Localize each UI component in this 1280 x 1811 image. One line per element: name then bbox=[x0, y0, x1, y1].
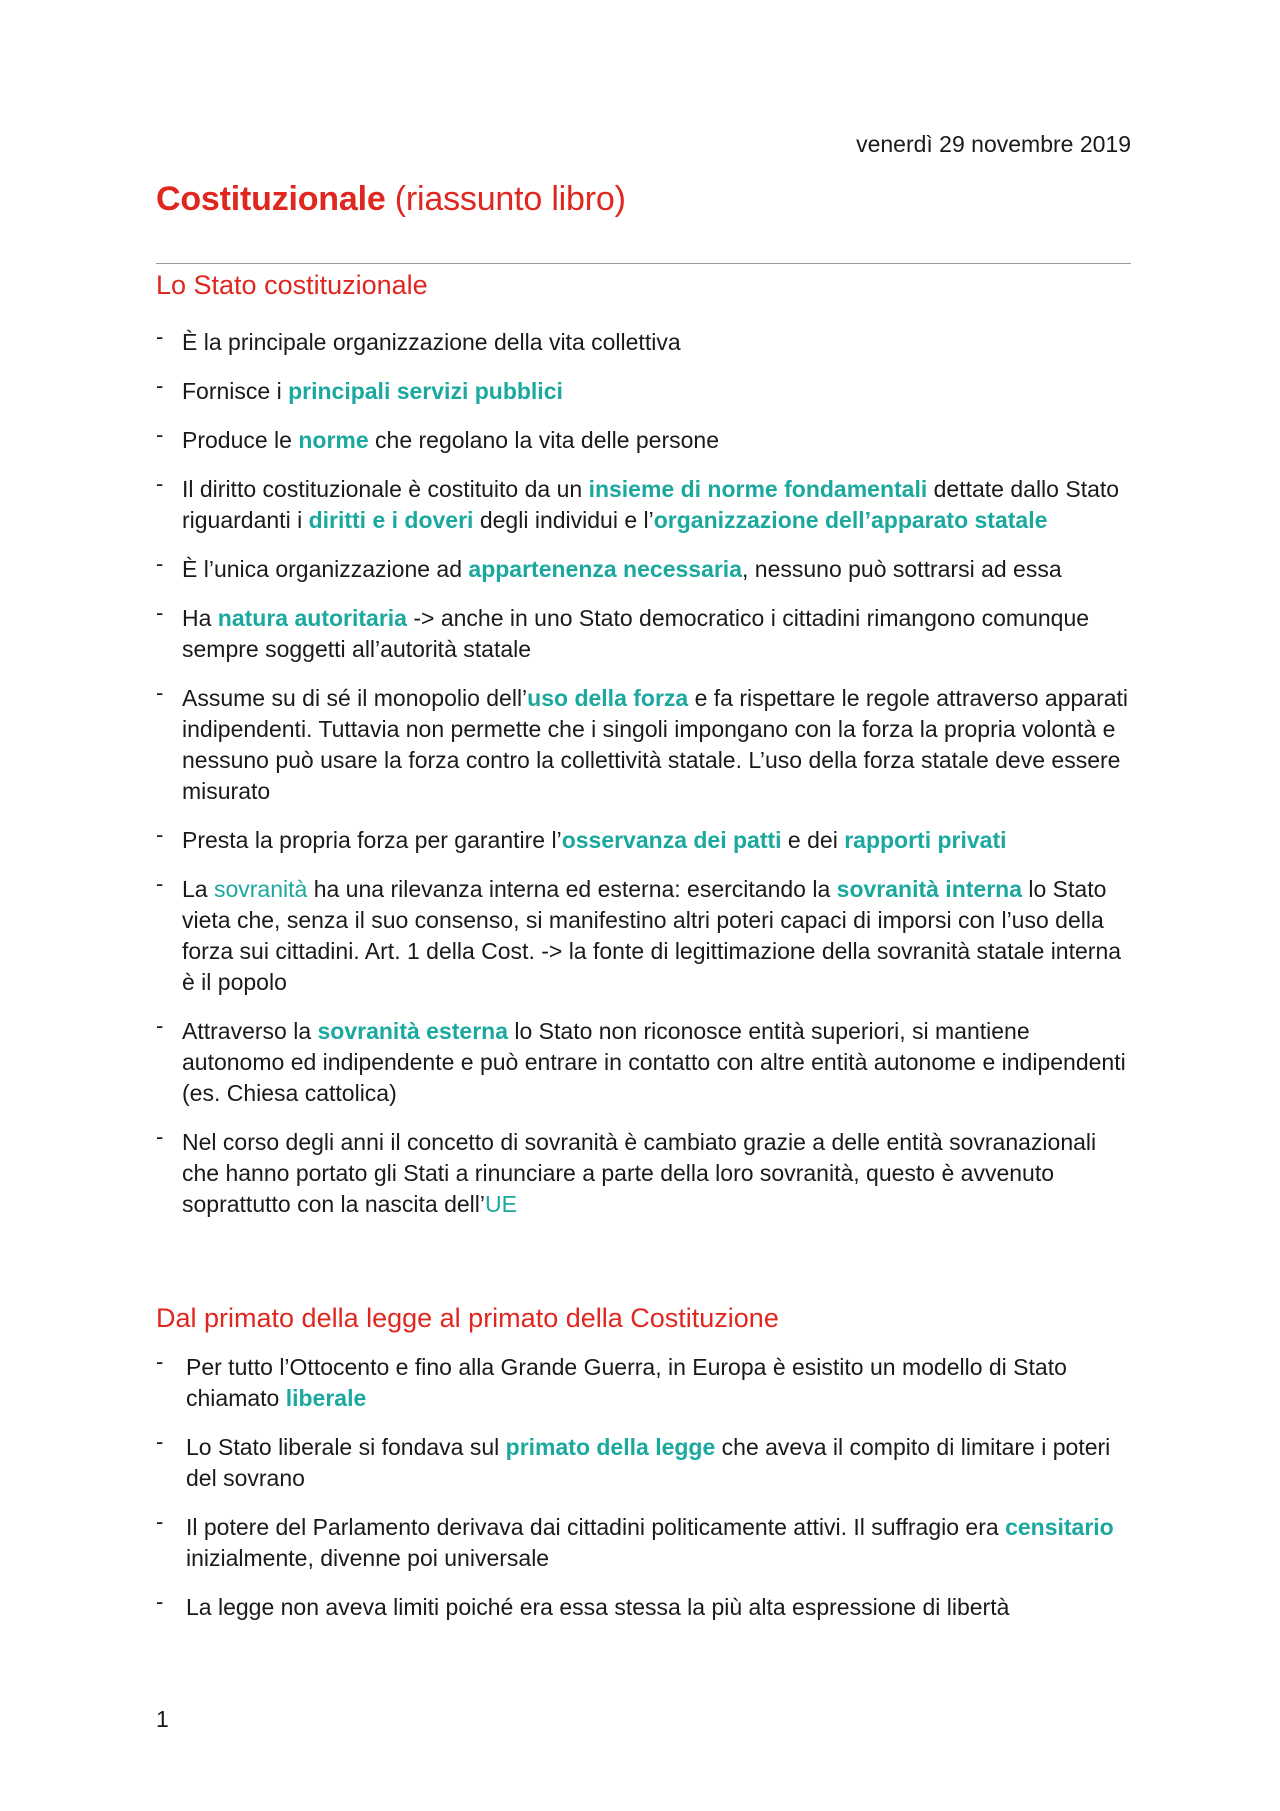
list-item bbox=[156, 1509, 1136, 1574]
bullet-text: Assume su di sé il monopolio dell’ bbox=[182, 685, 528, 711]
highlighted-term: sovranità esterna bbox=[317, 1018, 508, 1044]
list-item bbox=[156, 871, 1136, 998]
list-item bbox=[156, 422, 1136, 456]
bullet-text: che regolano la vita delle persone bbox=[368, 427, 720, 453]
highlighted-term: appartenenza necessaria bbox=[468, 556, 742, 582]
highlighted-term: sovranità interna bbox=[836, 876, 1022, 902]
highlighted-term: UE bbox=[485, 1191, 517, 1217]
title-rest: (riassunto libro) bbox=[385, 180, 626, 218]
list-item bbox=[156, 1429, 1136, 1494]
bullet-text: -> anche in uno Stato democratico i cittadini rimangono comunque sempre soggetti all’autorità statale bbox=[182, 605, 1090, 662]
list-item bbox=[156, 1589, 1136, 1623]
highlighted-term: principali servizi pubblici bbox=[288, 378, 563, 404]
highlighted-term: primato della legge bbox=[505, 1434, 716, 1460]
bullet-text: Fornisce i bbox=[182, 378, 289, 404]
bullet-dash: - bbox=[156, 373, 164, 398]
list-item bbox=[156, 1124, 1136, 1220]
bullet-text: dettate dallo Stato riguardanti i bbox=[182, 476, 1120, 533]
list-item bbox=[156, 471, 1136, 536]
title-strong: Costituzionale bbox=[156, 180, 386, 218]
bullet-text: La legge non aveva limiti poiché era essa stessa la più alta espressione di libertà bbox=[186, 1594, 1010, 1620]
bullet-text: È l’unica organizzazione ad bbox=[182, 556, 469, 582]
bullet-dash: - bbox=[156, 422, 164, 447]
bullet-dash: - bbox=[156, 600, 164, 625]
list-item bbox=[156, 1349, 1136, 1414]
bullet-text: e fa rispettare le regole attraverso apparati indipendenti. Tuttavia non permette che i singoli impongano con la forza la propria volontà e nessuno può usare la forza contro la collettività statale. L’uso della forza statale deve essere misurato bbox=[182, 685, 1129, 804]
highlighted-term: osservanza dei patti bbox=[561, 827, 782, 853]
list-item bbox=[156, 324, 1136, 358]
bullet-text: lo Stato non riconosce entità superiori, si mantiene autonomo ed indipendente e può entrare in contatto con altre entità autonome e indipendenti (es. Chiesa cattolica) bbox=[182, 1018, 1126, 1106]
list-item bbox=[156, 680, 1136, 807]
bullet-text: Il diritto costituzionale è costituito da un bbox=[182, 476, 589, 502]
bullet-text: ha una rilevanza interna ed esterna: esercitando la bbox=[307, 876, 837, 902]
bullet-dash: - bbox=[156, 551, 164, 576]
list-item bbox=[156, 373, 1136, 407]
bullet-text: Nel corso degli anni il concetto di sovranità è cambiato grazie a delle entità sovranazionali che hanno portato gli Stati a rinunciare a parte della loro sovranità, questo è avvenuto soprattutto con la nascita dell’ bbox=[182, 1129, 1097, 1217]
list-item bbox=[156, 822, 1136, 856]
bullet-dash: - bbox=[156, 680, 164, 705]
highlighted-term: norme bbox=[298, 427, 369, 453]
section-title-primato: Dal primato della legge al primato della Costituzione bbox=[156, 1303, 779, 1333]
section-title-stato-costituzionale: Lo Stato costituzionale bbox=[156, 270, 428, 300]
highlighted-term: diritti e i doveri bbox=[308, 507, 474, 533]
bullet-text: , nessuno può sottrarsi ad essa bbox=[742, 556, 1062, 582]
bullet-text: È la principale organizzazione della vita collettiva bbox=[182, 329, 681, 355]
bullet-dash: - bbox=[156, 1589, 164, 1614]
bullet-dash: - bbox=[156, 871, 164, 896]
list-item bbox=[156, 1013, 1136, 1109]
highlighted-term: natura autoritaria bbox=[217, 605, 407, 631]
title-divider bbox=[156, 263, 1131, 264]
highlighted-term: uso della forza bbox=[527, 685, 689, 711]
bullet-dash: - bbox=[156, 1429, 164, 1454]
page-number: 1 bbox=[156, 1706, 169, 1732]
bullet-dash: - bbox=[156, 822, 164, 847]
bullet-text: che aveva il compito di limitare i poteri del sovrano bbox=[186, 1434, 1111, 1491]
highlighted-term: organizzazione dell’apparato statale bbox=[653, 507, 1048, 533]
bullet-dash: - bbox=[156, 324, 164, 349]
bullet-text: Ha bbox=[182, 605, 218, 631]
bullet-text: Produce le bbox=[182, 427, 299, 453]
bullet-text: inizialmente, divenne poi universale bbox=[186, 1545, 550, 1571]
highlighted-term: censitario bbox=[1005, 1514, 1114, 1540]
bullet-dash: - bbox=[156, 1509, 164, 1534]
bullet-list-primato bbox=[156, 1349, 1136, 1641]
bullet-text: lo Stato vieta che, senza il suo consenso, si manifestino altri poteri capaci di imporsi con l’uso della forza sui cittadini. Art. 1 della Cost. -> la fonte di legittimazione della sovranità statale interna è il popolo bbox=[182, 876, 1122, 995]
bullet-text: Attraverso la bbox=[182, 1018, 318, 1044]
bullet-text: Lo Stato liberale si fondava sul bbox=[186, 1434, 506, 1460]
bullet-dash: - bbox=[156, 471, 164, 496]
list-item bbox=[156, 600, 1136, 665]
bullet-text: e dei bbox=[781, 827, 845, 853]
highlighted-term: sovranità bbox=[213, 876, 308, 902]
bullet-list-stato-costituzionale bbox=[156, 324, 1136, 1238]
bullet-dash: - bbox=[156, 1349, 164, 1374]
list-item bbox=[156, 551, 1136, 585]
highlighted-term: liberale bbox=[285, 1385, 367, 1411]
bullet-dash: - bbox=[156, 1124, 164, 1149]
bullet-dash: - bbox=[156, 1013, 164, 1038]
highlighted-term: insieme di norme fondamentali bbox=[588, 476, 928, 502]
bullet-text: Il potere del Parlamento derivava dai cittadini politicamente attivi. Il suffragio era bbox=[186, 1514, 1006, 1540]
bullet-text: Presta la propria forza per garantire l’ bbox=[182, 827, 562, 853]
document-date: venerdì 29 novembre 2019 bbox=[856, 131, 1131, 157]
highlighted-term: rapporti privati bbox=[844, 827, 1007, 853]
bullet-text: Per tutto l’Ottocento e fino alla Grande Guerra, in Europa è esistito un modello di Stato chiamato bbox=[186, 1354, 1067, 1411]
bullet-text: degli individui e l’ bbox=[473, 507, 654, 533]
bullet-text: La bbox=[182, 876, 214, 902]
document-title bbox=[156, 180, 626, 219]
